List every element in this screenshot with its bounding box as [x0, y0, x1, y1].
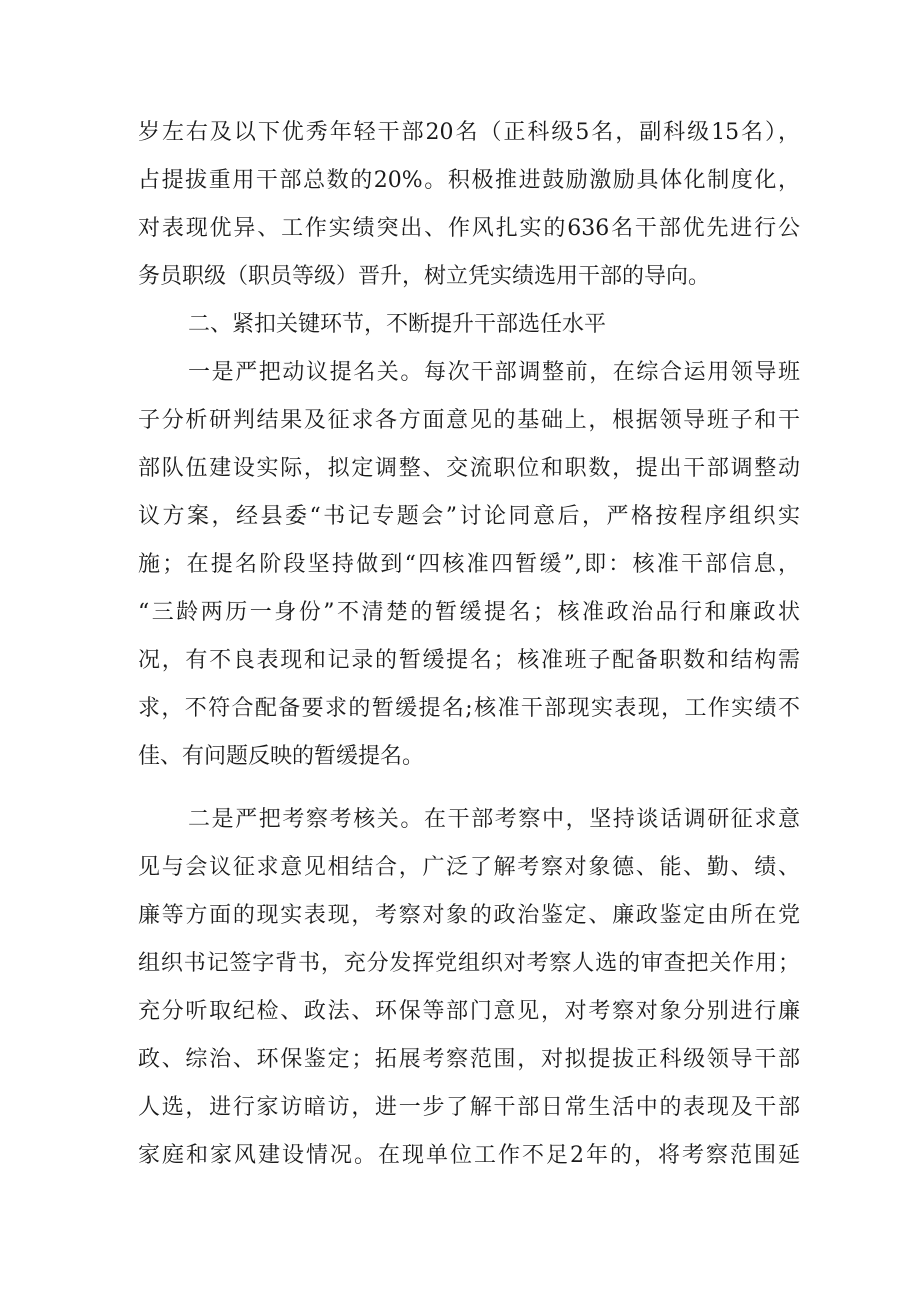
section-heading: 二、紧扣关键环节，不断提升干部选任水平: [188, 312, 607, 337]
text-line: 廉等方面的现实表现，考察对象的政治鉴定、廉政鉴定由所在党: [138, 903, 800, 928]
paragraph-first-line: 一是严把动议提名关。每次干部调整前，在综合运用领导班: [188, 360, 800, 385]
text-line: 施；在提名阶段坚持做到“四核准四暂缓”,即：核准干部信息，: [138, 552, 800, 577]
text-line: 求，不符合配备要求的暂缓提名;核准干部现实表现，工作实绩不: [138, 696, 800, 721]
text-line: 佳、有问题反映的暂缓提名。: [138, 744, 425, 769]
text-line: 务员职级（职员等级）晋升，树立凭实绩选用干部的导向。: [138, 264, 711, 289]
text-line: 充分听取纪检、政法、环保等部门意见，对考察对象分别进行廉: [138, 999, 800, 1024]
text-line: 见与会议征求意见相结合，广泛了解考察对象德、能、勤、绩、: [138, 855, 800, 880]
text-line: 议方案，经县委“书记专题会”讨论同意后，严格按程序组织实: [138, 504, 800, 529]
text-line: 子分析研判结果及征求各方面意见的基础上，根据领导班子和干: [138, 408, 800, 433]
text-line: 况，有不良表现和记录的暂缓提名；核准班子配备职数和结构需: [138, 648, 800, 673]
paragraph-first-line: 二是严把考察考核关。在干部考察中，坚持谈话调研征求意: [188, 807, 800, 832]
text-line: 岁左右及以下优秀年轻干部20名（正科级5名，副科级15名），: [138, 120, 800, 145]
text-line: 部队伍建设实际，拟定调整、交流职位和职数，提出干部调整动: [138, 456, 800, 481]
text-line: 家庭和家风建设情况。在现单位工作不足2年的，将考察范围延: [138, 1143, 800, 1168]
text-line: 对表现优异、工作实绩突出、作风扎实的636名干部优先进行公: [138, 216, 800, 241]
text-line: 人选，进行家访暗访，进一步了解干部日常生活中的表现及干部: [138, 1095, 800, 1120]
text-line: “三龄两历一身份”不清楚的暂缓提名；核准政治品行和廉政状: [138, 600, 800, 625]
text-line: 政、综治、环保鉴定；拓展考察范围，对拟提拔正科级领导干部: [138, 1047, 800, 1072]
text-line: 占提拔重用干部总数的20%。积极推进鼓励激励具体化制度化，: [138, 168, 800, 193]
text-line: 组织书记签字背书，充分发挥党组织对考察人选的审查把关作用；: [138, 951, 800, 976]
